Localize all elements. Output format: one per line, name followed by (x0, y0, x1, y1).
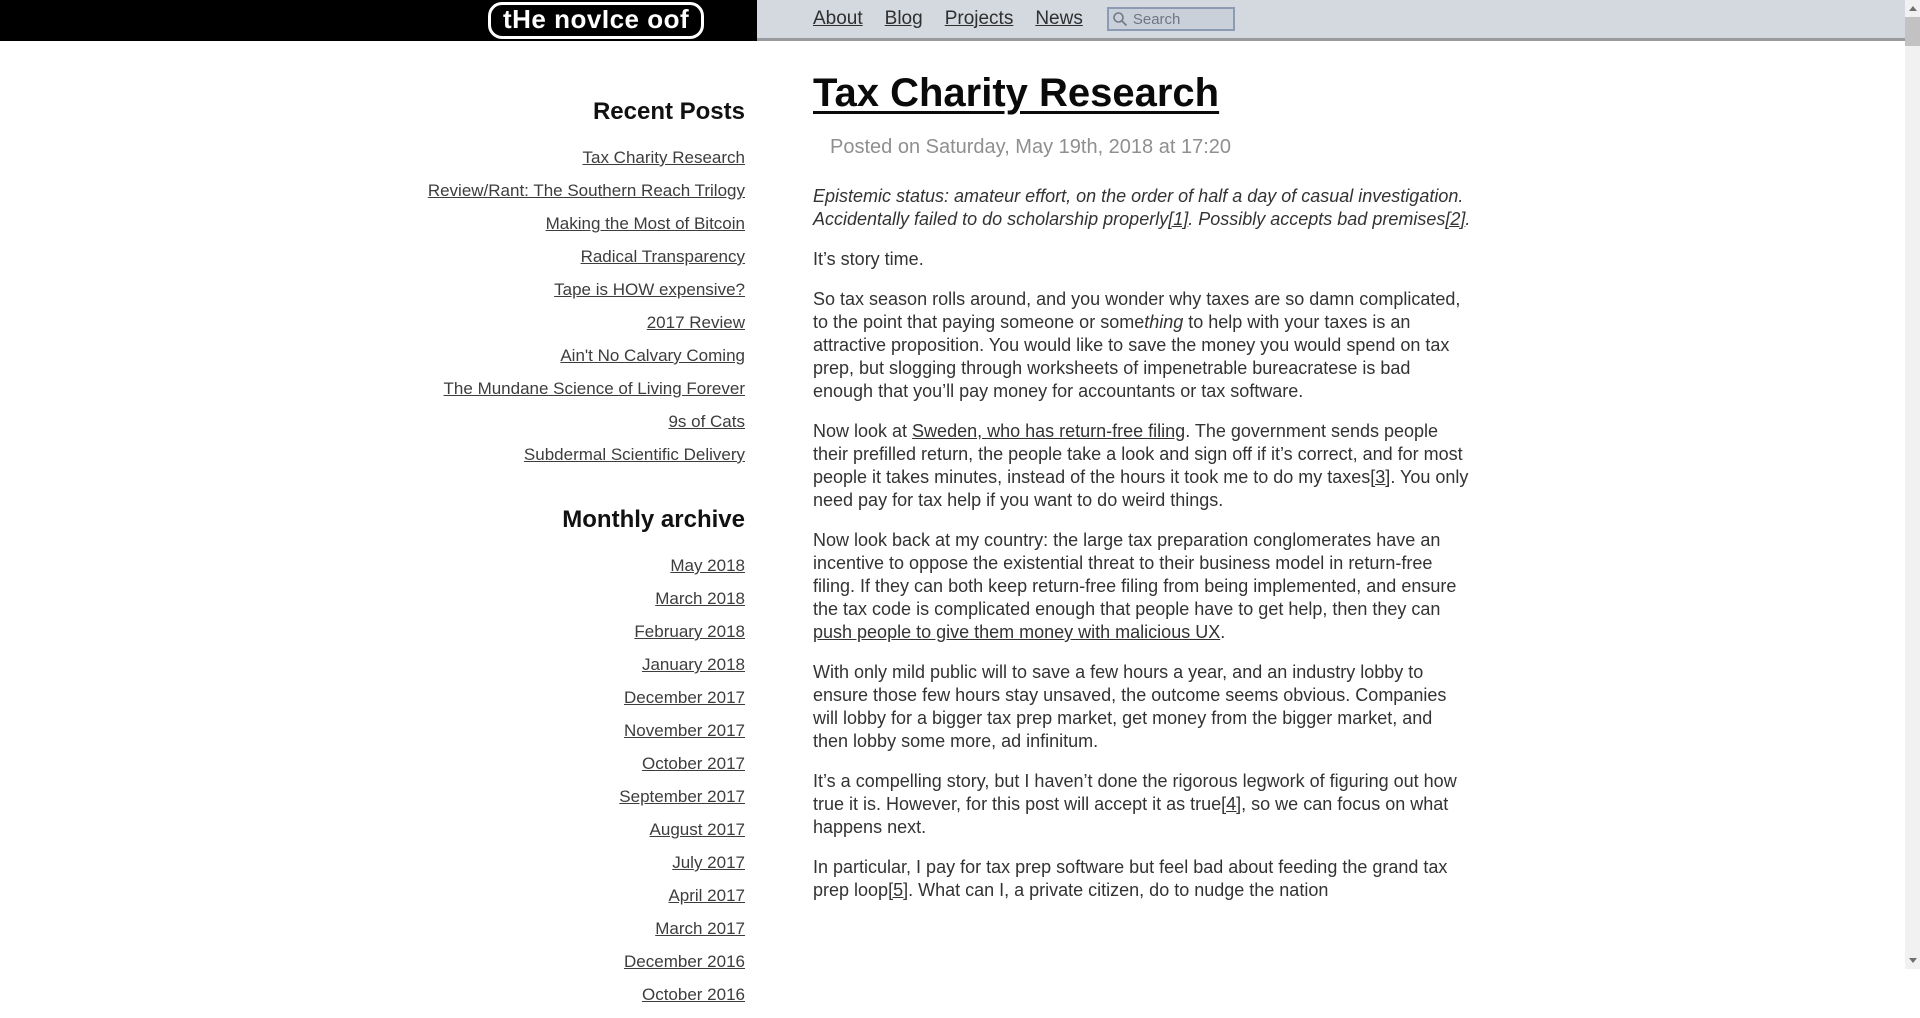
page-content (0, 41, 1920, 1018)
archive-link[interactable]: March 2018 (655, 589, 745, 608)
list-item (0, 952, 745, 973)
list-item (0, 589, 745, 610)
text-segment: . What can I, a private citizen, do to nudge the nation (908, 880, 1329, 900)
paragraph (813, 529, 1471, 644)
search-icon (1112, 11, 1128, 27)
list-item (0, 313, 745, 334)
main-column (757, 41, 1920, 1018)
text-segment: . (1220, 622, 1226, 642)
logo-bar (0, 0, 757, 41)
paragraph (813, 420, 1471, 512)
text-segment: . You only need pay for tax help if you want to do weird things. (813, 467, 1469, 510)
archive-link[interactable]: July 2017 (672, 853, 745, 872)
recent-posts-heading: Recent Posts (592, 98, 745, 125)
list-item (0, 853, 745, 874)
nav-link-news[interactable]: News (1035, 8, 1083, 29)
list-item (0, 688, 745, 709)
recent-post-link[interactable]: The Mundane Science of Living Forever (443, 379, 745, 398)
monthly-archive-heading: Monthly archive (562, 506, 745, 533)
list-item (0, 556, 745, 577)
archive-link[interactable]: December 2016 (624, 952, 745, 971)
monthly-archive-list (0, 556, 745, 1006)
archive-link[interactable]: October 2016 (641, 985, 745, 1004)
recent-posts-list (0, 148, 745, 466)
nav-link-projects[interactable]: Projects (944, 8, 1014, 29)
paragraph (813, 661, 1471, 753)
scroll-down-icon (1909, 958, 1917, 963)
list-item (0, 214, 745, 235)
recent-post-link[interactable]: Tax Charity Research (582, 148, 745, 167)
recent-post-link[interactable]: Radical Transparency (580, 247, 745, 266)
recent-post-link[interactable]: 2017 Review (646, 313, 745, 332)
text-segment: , so we can focus on what happens next. (813, 794, 1449, 837)
list-item (0, 247, 745, 268)
site-logo[interactable]: tHe novIce oof (488, 2, 704, 39)
inline-link[interactable]: [1] (1168, 209, 1189, 229)
list-item (0, 886, 745, 907)
list-item (0, 181, 745, 202)
text-segment: Now look at (813, 421, 913, 441)
text-segment: In particular, I pay for tax prep software but feel bad about feeding the grand tax prep loop (813, 857, 1448, 900)
inline-link[interactable]: push people to give them money with malicious UX (813, 622, 1221, 642)
text-segment: It’s story time. (813, 249, 924, 269)
list-item (0, 919, 745, 940)
list-item (0, 148, 745, 169)
list-item (0, 985, 745, 1006)
text-segment: . (1465, 209, 1471, 229)
nav-link-about[interactable]: About (813, 8, 863, 29)
recent-post-link[interactable]: Subdermal Scientific Delivery (523, 445, 745, 464)
paragraph (813, 770, 1471, 839)
article-body (813, 185, 1471, 902)
text-segment: to help with your taxes is an attractive proposition. You would like to save the money you would spend on tax prep, but slogging through worksheets of impenetrable bureacratese is bad enough that you’ll pay money for accountants or tax software. (813, 312, 1450, 401)
archive-link[interactable]: May 2018 (670, 556, 745, 575)
list-item (0, 820, 745, 841)
list-item (0, 412, 745, 433)
archive-link[interactable]: January 2018 (641, 655, 745, 674)
inline-link[interactable]: [5] (888, 880, 909, 900)
scroll-up-button[interactable] (1905, 0, 1920, 17)
text-segment: . Possibly accepts bad premises (1188, 209, 1446, 229)
post-title-link[interactable]: Tax Charity Research (813, 71, 1220, 115)
text-segment: With only mild public will to save a few hours a year, and an industry lobby to ensure those few hours stay unsaved, the outcome seems obvious. Companies will lobby for a bigger tax prep market, get money from the bigger market, and then lobby some more, ad infinitum. (813, 662, 1447, 751)
scroll-down-button[interactable] (1905, 952, 1920, 969)
text-segment: Now look back at my country: the large tax preparation conglomerates have an incentive to oppose the existential threat to their business model in return-free filing. If they can both keep return-free filing from being implemented, and ensure the tax code is complicated enough that people have to get help, then they can (813, 530, 1457, 619)
archive-link[interactable]: February 2018 (634, 622, 745, 641)
list-item (0, 754, 745, 775)
list-item (0, 622, 745, 643)
list-item (0, 346, 745, 367)
list-item (0, 655, 745, 676)
text-segment: thing (1144, 312, 1184, 332)
archive-link[interactable]: March 2017 (655, 919, 745, 938)
paragraph (813, 288, 1471, 403)
nav-link-blog[interactable]: Blog (884, 8, 923, 29)
paragraph (813, 248, 1471, 271)
list-item (0, 787, 745, 808)
sidebar (0, 41, 757, 1018)
recent-post-link[interactable]: 9s of Cats (668, 412, 745, 431)
nav-bar (757, 0, 1920, 41)
archive-link[interactable]: November 2017 (624, 721, 745, 740)
archive-link[interactable]: October 2017 (641, 754, 745, 773)
text-segment: So tax season rolls around, and you wonder why taxes are so damn complicated, to the point that paying someone or some (813, 289, 1461, 332)
text-segment: Epistemic status: amateur effort, on the order of half a day of casual investigation. Accidentally failed to do scholarship properly (813, 186, 1464, 229)
paragraph (813, 856, 1471, 902)
list-item (0, 445, 745, 466)
list-item (0, 280, 745, 301)
inline-link[interactable]: Sweden, who has return-free filing (912, 421, 1186, 441)
archive-link[interactable]: April 2017 (668, 886, 745, 905)
paragraph (813, 185, 1471, 231)
inline-link[interactable]: [2] (1445, 209, 1466, 229)
scroll-up-icon (1909, 6, 1917, 11)
archive-link[interactable]: August 2017 (649, 820, 745, 839)
inline-link[interactable]: [3] (1370, 467, 1391, 487)
list-item (0, 721, 745, 742)
text-segment: . The government sends people their prefilled return, the people take a look and sign off if it’s correct, and for most people it takes minutes, instead of the hours it took me to do my taxes (813, 421, 1463, 487)
recent-post-link[interactable]: Making the Most of Bitcoin (545, 214, 745, 233)
text-segment: It’s a compelling story, but I haven’t done the rigorous legwork of figuring out how true it is. However, for this post will accept it as true (813, 771, 1457, 814)
site-header (0, 0, 1920, 41)
recent-post-link[interactable]: Tape is HOW expensive? (554, 280, 745, 299)
recent-post-link[interactable]: Review/Rant: The Southern Reach Trilogy (427, 181, 745, 200)
inline-link[interactable]: [4] (1221, 794, 1242, 814)
post-date: Posted on Saturday, May 19th, 2018 at 17:20 (830, 136, 1232, 158)
list-item (0, 379, 745, 400)
scrollbar-thumb[interactable] (1905, 17, 1920, 46)
recent-post-link[interactable]: Ain't No Calvary Coming (560, 346, 745, 365)
archive-link[interactable]: September 2017 (619, 787, 745, 806)
archive-link[interactable]: December 2017 (624, 688, 745, 707)
search-box (1107, 7, 1235, 31)
vertical-scrollbar[interactable] (1905, 0, 1920, 969)
